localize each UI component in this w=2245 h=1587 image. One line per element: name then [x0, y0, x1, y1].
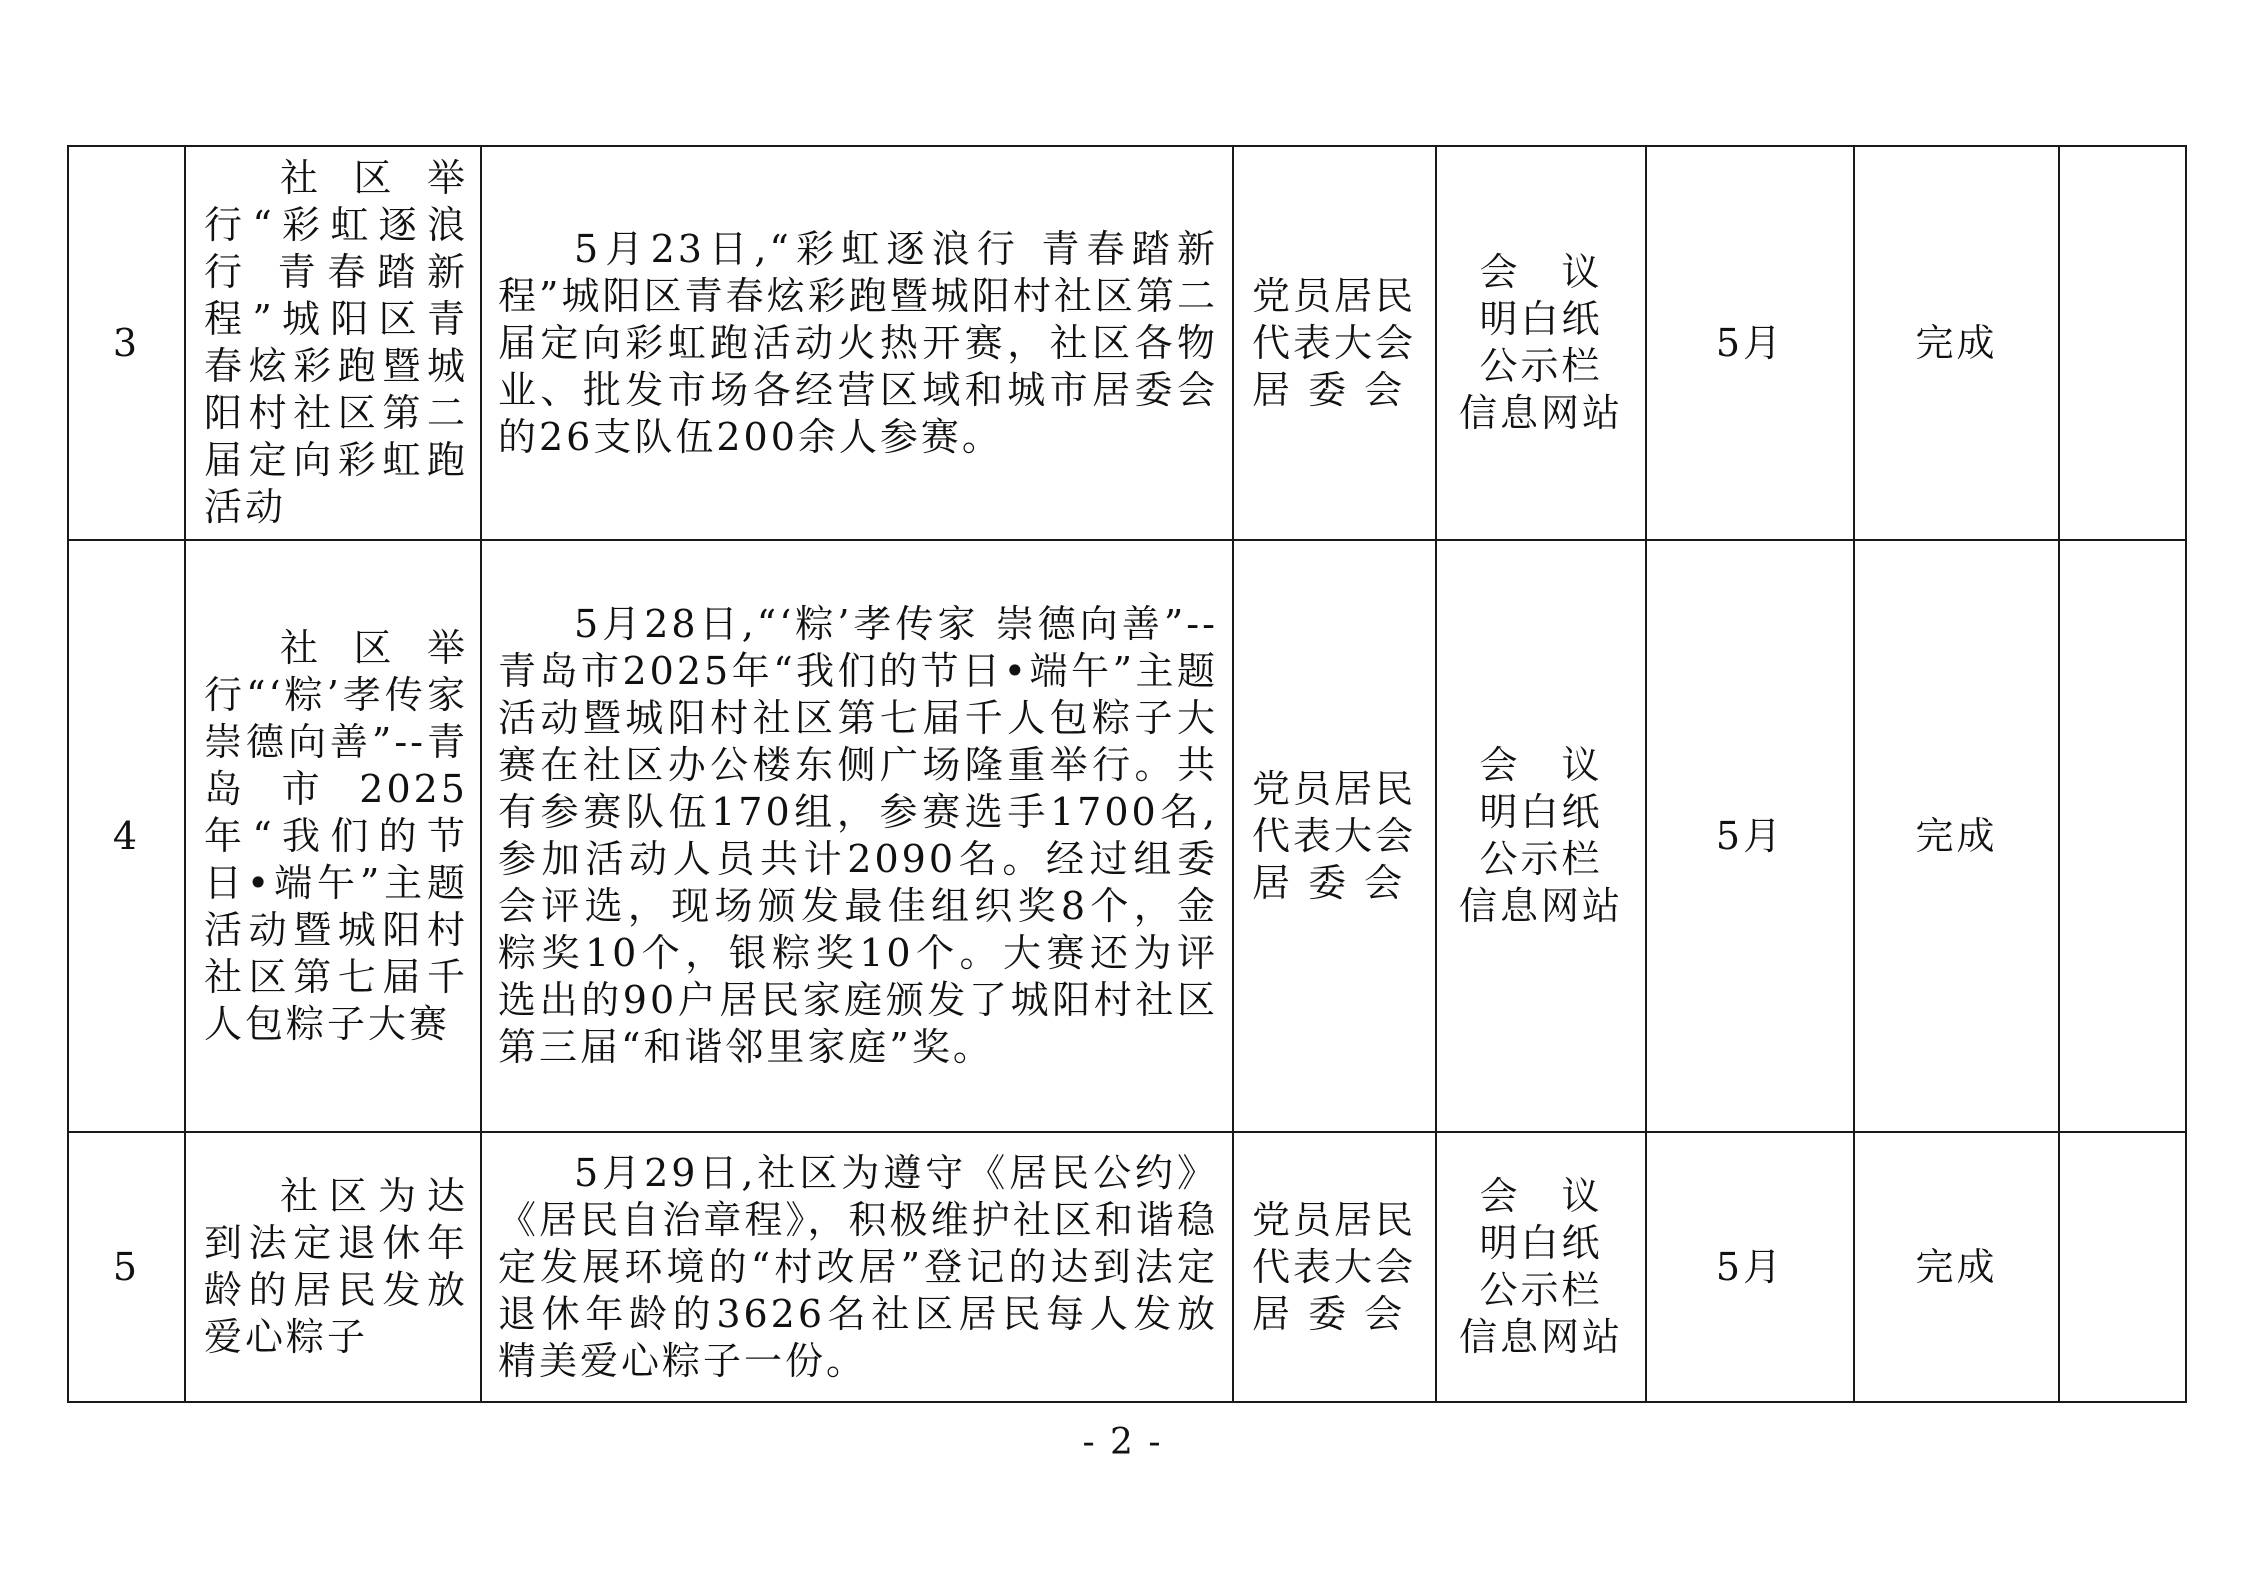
method-line: 代表大会 [1252, 1244, 1417, 1289]
channel-line: 公示栏 [1479, 837, 1603, 881]
method-line: 代表大会 [1252, 813, 1417, 858]
channel-line: 公示栏 [1479, 344, 1603, 388]
row-number-cell: 5 [68, 1132, 185, 1402]
item-description-cell [481, 1132, 1233, 1402]
note-cell [2059, 146, 2186, 540]
month-cell: 5月 [1646, 540, 1854, 1132]
method-line: 党员居民 [1252, 766, 1417, 811]
channel-line: 明白纸 [1479, 790, 1603, 834]
status-cell: 完成 [1854, 146, 2059, 540]
channel-cell [1436, 540, 1646, 1132]
channel-line: 信息网站 [1458, 1315, 1623, 1359]
month-cell: 5月 [1646, 1132, 1854, 1402]
channel-line: 会 议 [1479, 743, 1603, 787]
method-line: 代表大会 [1252, 320, 1417, 365]
channel-line: 会 议 [1479, 250, 1603, 294]
item-name-cell [185, 1132, 481, 1402]
item-name: 社区为达到法定退休年龄的居民发放爱心粽子 [204, 1174, 468, 1359]
item-name: 社区举行“彩虹逐浪行 青春踏新程”城阳区青春炫彩跑暨城阳村社区第二届定向彩虹跑活动 [204, 156, 468, 529]
row-number-cell: 4 [68, 540, 185, 1132]
item-description: 5月23日,“彩虹逐浪行 青春踏新程”城阳区青春炫彩跑暨城阳村社区第二届定向彩虹跑活动火热开赛，社区各物业、批发市场各经营区域和城市居委会的26支队伍200余人参赛。 [498, 226, 1218, 459]
page-number: - 2 - [1082, 1422, 1163, 1463]
channel-cell [1436, 1132, 1646, 1402]
channel-line: 公示栏 [1479, 1268, 1603, 1312]
status-cell: 完成 [1854, 1132, 2059, 1402]
channel-line: 信息网站 [1458, 884, 1623, 928]
row-number-cell: 3 [68, 146, 185, 540]
item-name-cell [185, 146, 481, 540]
table-row [68, 1132, 2186, 1402]
month-cell: 5月 [1646, 146, 1854, 540]
item-description-cell [481, 540, 1233, 1132]
table-row [68, 540, 2186, 1132]
item-name: 社区举行“‘粽’孝传家 崇德向善”--青岛市2025年“我们的节日•端午”主题活动暨城阳村社区第七届千人包粽子大赛 [204, 625, 468, 1046]
method-line: 党员居民 [1252, 1197, 1417, 1242]
table-row [68, 146, 2186, 540]
channel-line: 明白纸 [1479, 297, 1603, 341]
channel-line: 明白纸 [1479, 1221, 1603, 1265]
method-cell [1233, 146, 1436, 540]
item-description-cell [481, 146, 1233, 540]
channel-line: 信息网站 [1458, 391, 1623, 435]
method-line: 党员居民 [1252, 273, 1417, 318]
method-cell [1233, 540, 1436, 1132]
item-name-cell [185, 540, 481, 1132]
status-cell: 完成 [1854, 540, 2059, 1132]
item-description: 5月28日,“‘粽’孝传家 崇德向善”--青岛市2025年“我们的节日•端午”主题活动暨城阳村社区第七届千人包粽子大赛在社区办公楼东侧广场隆重举行。共有参赛队伍170组，参赛选手1700名,参加活动人员共计2090名。经过组委会评选，现场颁发最佳组织奖8个，金粽奖10个，银粽奖10个。大赛还为评选出的90户居民家庭颁发了城阳村社区第三届“和谐邻里家庭”奖。 [498, 602, 1218, 1069]
note-cell [2059, 540, 2186, 1132]
method-cell [1233, 1132, 1436, 1402]
channel-cell [1436, 146, 1646, 540]
method-line: 居 委 会 [1252, 1291, 1406, 1336]
channel-line: 会 议 [1479, 1174, 1603, 1218]
item-description: 5月29日,社区为遵守《居民公约》《居民自治章程》，积极维护社区和谐稳定发展环境的“村改居”登记的达到法定退休年龄的3626名社区居民每人发放精美爱心粽子一份。 [498, 1150, 1218, 1383]
method-line: 居 委 会 [1252, 860, 1406, 905]
note-cell [2059, 1132, 2186, 1402]
method-line: 居 委 会 [1252, 367, 1406, 412]
disclosure-table [67, 145, 2187, 1403]
